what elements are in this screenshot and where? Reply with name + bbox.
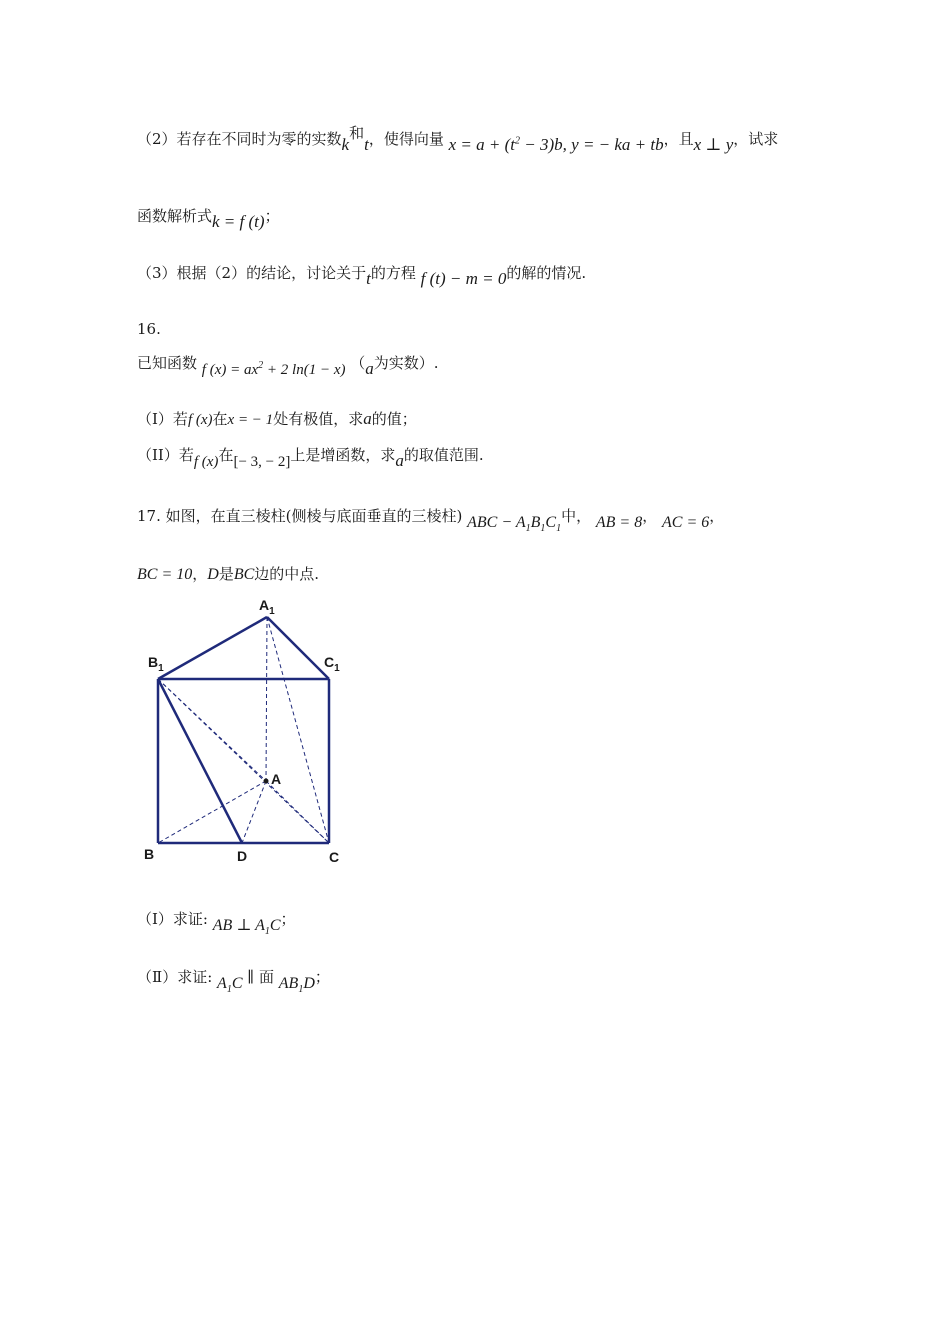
q17-line1: 17. 如图，在直三棱柱(侧棱与底面垂直的三棱柱) ABC − $A_1B_1C_1$中， AB = 8， AC = 6， xyxy=(137,507,725,535)
q17-ac: AC = 6 xyxy=(662,514,710,531)
q16-part1-at: 在 xyxy=(212,410,228,428)
q15-formula: k = f (t) xyxy=(212,212,265,231)
label-d: D xyxy=(237,848,248,864)
q15-part2-line2 xyxy=(137,205,280,231)
q17-part2-parallel: ∥ xyxy=(247,968,255,986)
q17-part2-tail: ； xyxy=(314,968,330,986)
q15-part3-lead: （3）根据（2）的结论，讨论关于 xyxy=(137,264,367,282)
q15-vector-eq: $x = a + (t^2 - 3)b$, y = − ka + tb xyxy=(448,135,664,154)
q17-part2-plane: $AB_1D$ xyxy=(278,975,315,996)
q16-part1-a: a xyxy=(363,409,372,428)
q17-part2-line xyxy=(137,966,330,996)
q15-part2-lead: （2）若存在不同时为零的实数 xyxy=(137,130,342,148)
q17-part1-tail: ； xyxy=(280,910,296,928)
q16-part1-fx: f (x) xyxy=(187,412,213,428)
q16-part2-fx: f (x) xyxy=(193,454,219,470)
q16-given-line xyxy=(137,352,439,378)
q17-bc: BC = 10 xyxy=(137,566,193,583)
label-c: C xyxy=(329,849,340,865)
q16-part2-mid: 上是增函数，求 xyxy=(290,446,396,464)
q16-part1-lead: （I）若 xyxy=(137,410,188,428)
q16-number: 16. xyxy=(137,320,161,338)
label-a: A xyxy=(271,771,282,787)
q17-part2-lead: （Ⅱ）求证: xyxy=(137,968,213,986)
edge-b1-d xyxy=(158,679,242,843)
q16-part2-at: 在 xyxy=(218,446,234,464)
q17-part1-math: AB ⊥ $A_1C$ xyxy=(212,917,281,938)
label-a1: $A_1$ xyxy=(259,597,275,617)
q15-and-cond: ，且 xyxy=(663,130,694,148)
q17-part1-lead: （Ⅰ）求证: xyxy=(137,910,208,928)
q16-part2-tail: 的取值范围. xyxy=(403,446,484,464)
edge-b1-a1 xyxy=(158,617,267,679)
q17-d: D xyxy=(207,566,219,583)
q16-a: a xyxy=(365,359,374,378)
edge-a1-c xyxy=(267,617,329,843)
q17-prism: ABC − $A_1B_1C_1$ xyxy=(467,514,562,535)
q16-part1-mid: 处有极值，求 xyxy=(273,410,364,428)
q17-line2: BC = 10，D是BC边的中点. xyxy=(137,565,320,583)
q16-part2-line xyxy=(137,444,484,470)
q16-part1-tail: 的值； xyxy=(371,410,417,428)
q15-and: 和 xyxy=(349,124,365,142)
q16-given-lead: 已知函数 xyxy=(137,354,198,372)
q15-try: ，试求 xyxy=(733,130,779,148)
point-a-dot xyxy=(264,779,269,784)
q16-paren-text: 为实数）. xyxy=(373,354,439,372)
q15-t: t xyxy=(364,135,369,154)
edge-a-b xyxy=(158,781,266,843)
label-c1: $C_1$ xyxy=(324,654,340,674)
label-b: B xyxy=(144,846,155,862)
q15-semicolon: ； xyxy=(264,207,280,225)
q15-part3-t: t xyxy=(366,269,371,288)
q15-k: k xyxy=(341,135,350,154)
q15-mid: ，使得向量 xyxy=(368,130,444,148)
q17-part2-math: $A_1C$ xyxy=(217,975,243,996)
edge-a1-c1 xyxy=(267,617,329,679)
q16-part2-interval: [− 3, − 2] xyxy=(233,454,291,470)
q17-zhong: 中， xyxy=(561,507,592,525)
q16-part2-a: a xyxy=(395,451,404,470)
q16-part1-x: x = − 1 xyxy=(227,412,274,428)
edge-a-d xyxy=(242,781,266,843)
edge-a1-a xyxy=(266,617,267,781)
q16-function: f $(x) = ax^2 + 2$ ln(1 − x) xyxy=(201,360,346,378)
q17-bc-edge: BC xyxy=(233,566,255,583)
q16-part1-line xyxy=(137,408,417,429)
q15-part3-line xyxy=(137,262,587,288)
q15-part3-mid: 的方程 xyxy=(370,264,416,282)
prism-figure xyxy=(140,595,370,875)
q16-part2-lead: （II）若 xyxy=(137,446,194,464)
q15-part3-eq: f (t) − m = 0 xyxy=(420,269,507,288)
q16-paren-open: （ xyxy=(350,354,366,372)
label-b1: $B_1$ xyxy=(148,654,164,674)
q15-part2-line1 xyxy=(137,124,779,154)
q17-part2-mian: 面 xyxy=(258,968,274,986)
q17-lead: 17. 如图，在直三棱柱(侧棱与底面垂直的三棱柱) xyxy=(137,507,463,525)
q15-perp: x ⊥ y xyxy=(693,135,734,154)
q17-ab: AB = 8 xyxy=(595,514,643,531)
q17-part1-line xyxy=(137,908,296,938)
q15-line2-text: 函数解析式 xyxy=(137,207,213,225)
edge-a-c xyxy=(266,781,329,843)
q15-part3-tail: 的解的情况. xyxy=(506,264,587,282)
